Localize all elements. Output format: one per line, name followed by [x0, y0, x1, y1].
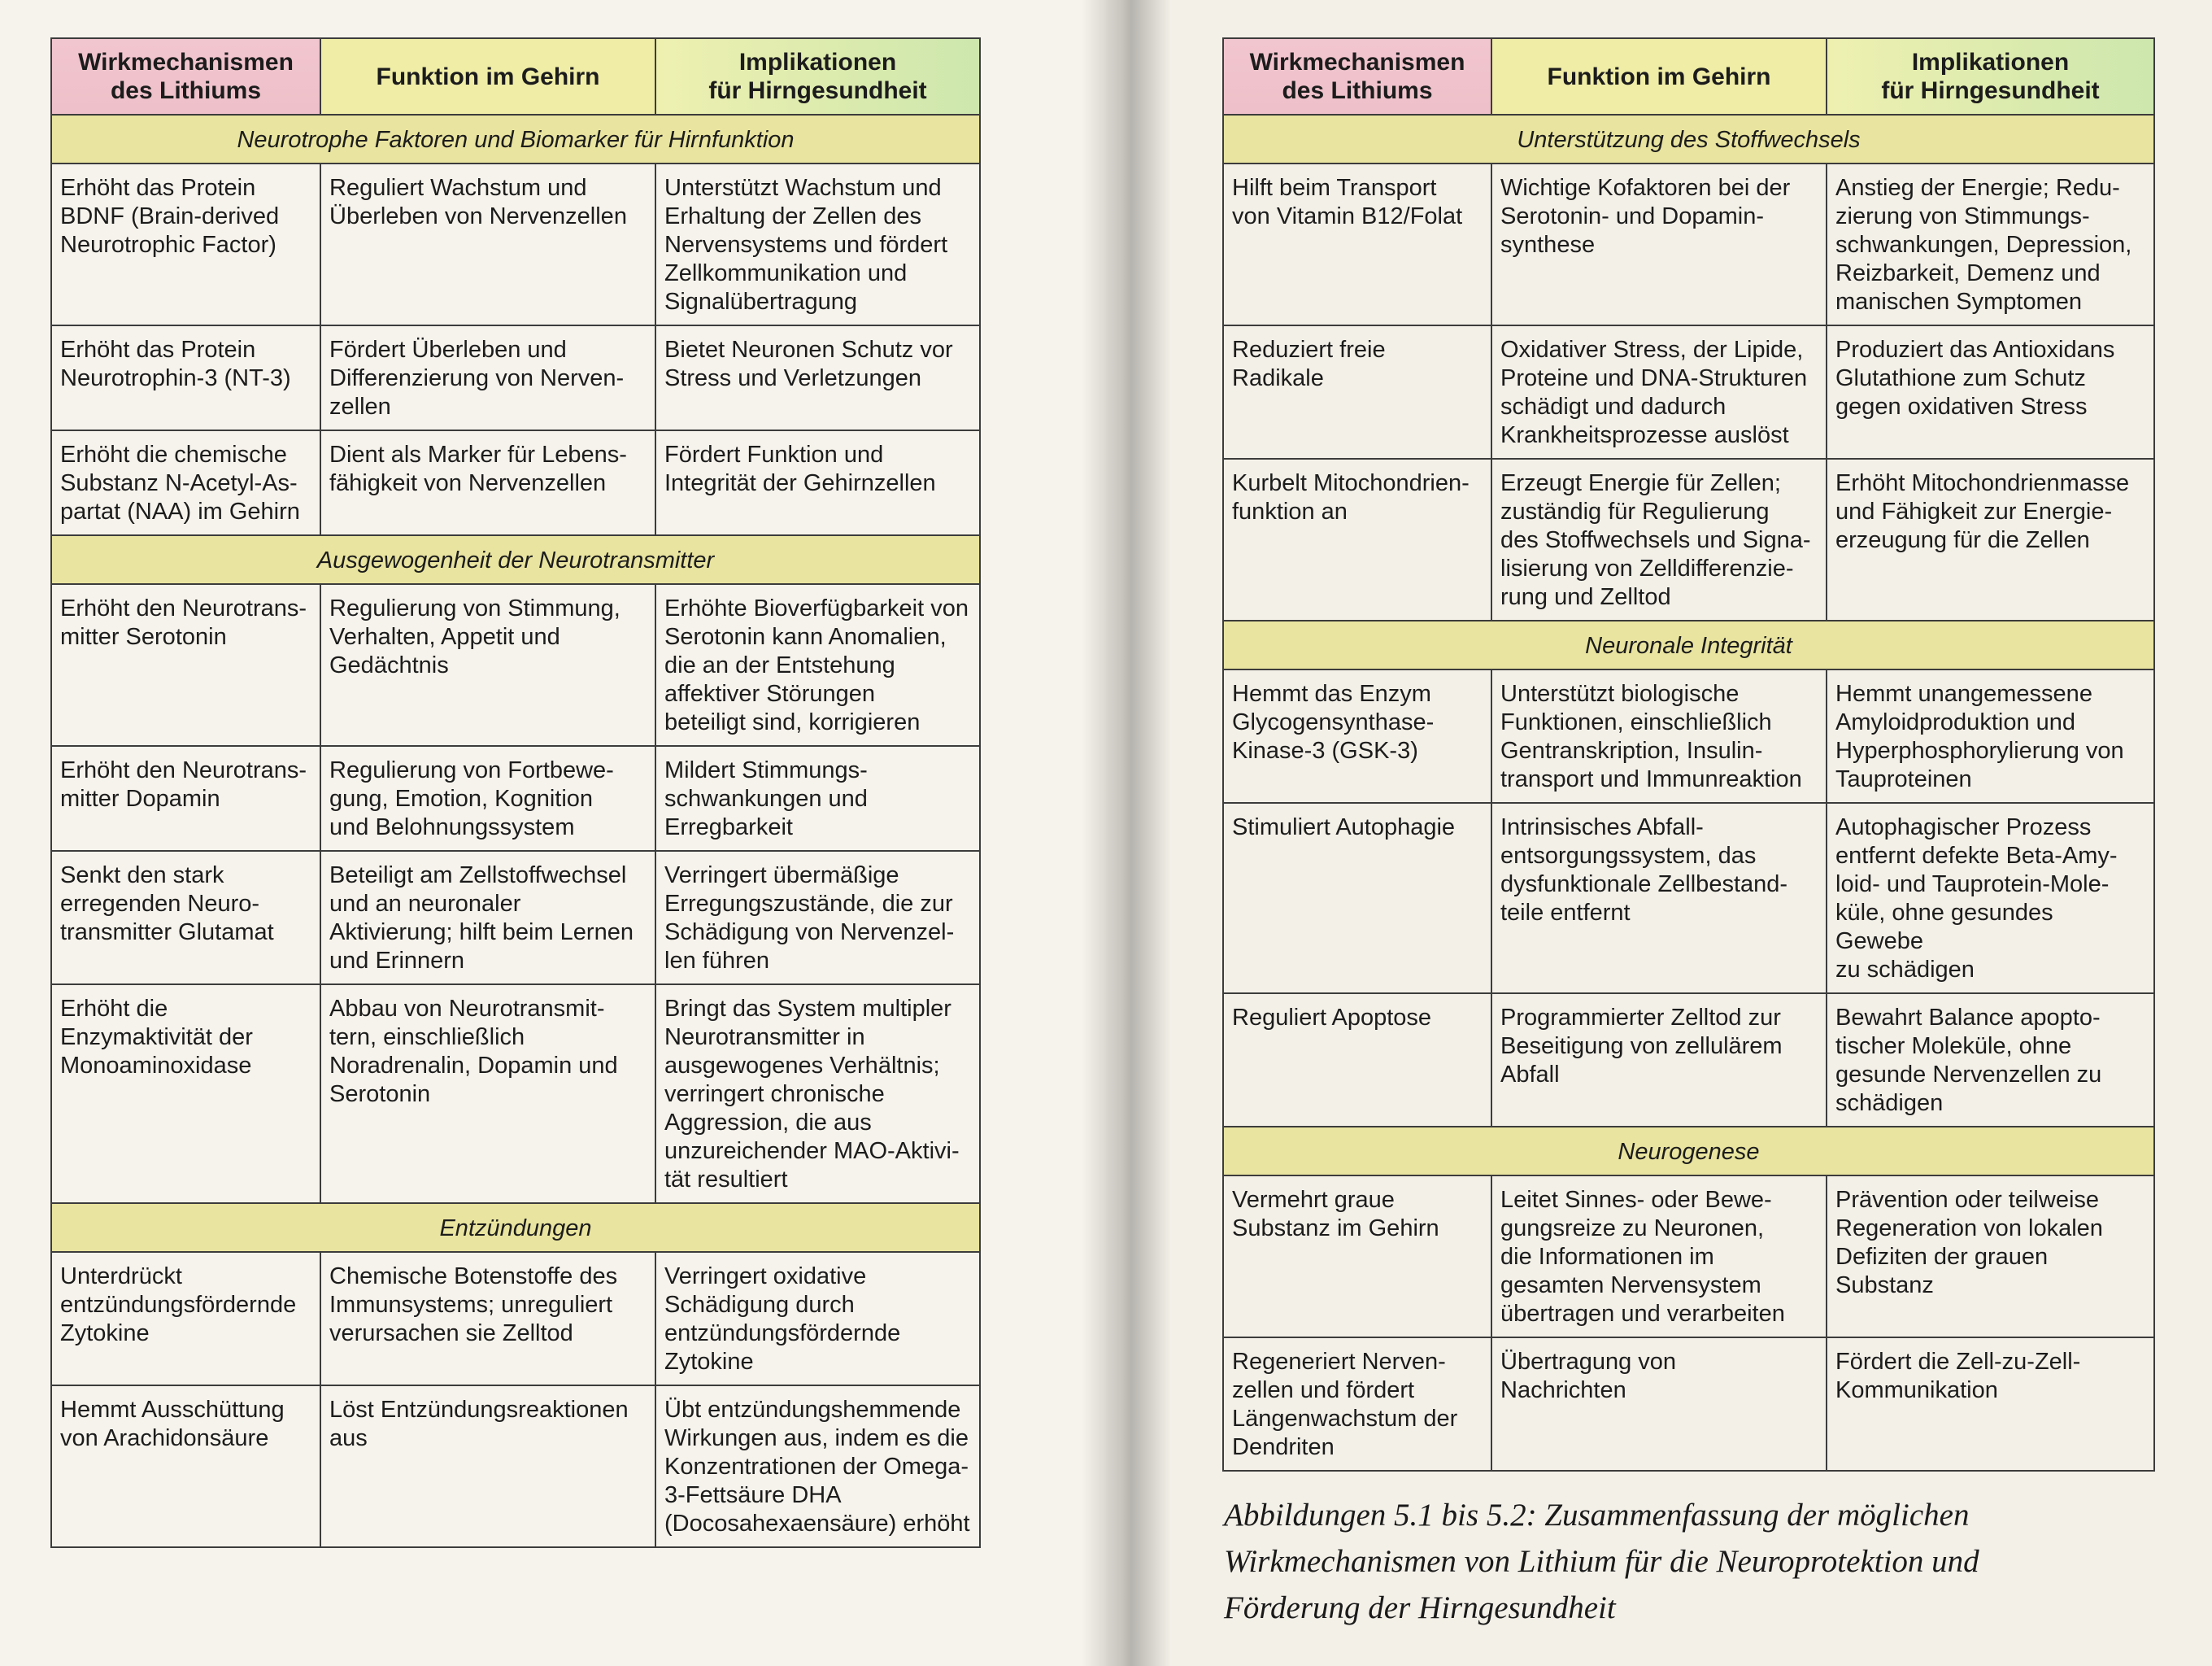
cell-mechanism: Senkt den stark erregenden Neuro- transmitter Glutamat	[51, 851, 320, 984]
cell-mechanism: Reguliert Apoptose	[1223, 993, 1491, 1127]
table-row	[51, 1385, 980, 1547]
section-header	[51, 535, 980, 584]
cell-implication: Prävention oder teilweise Regeneration von lokalen Defiziten der grauen Substanz	[1827, 1175, 2154, 1337]
cell-function: Intrinsisches Abfall- entsorgungssystem, das dysfunktionale Zellbestand- teile entfernt	[1491, 803, 1827, 993]
table-row	[1223, 1175, 2154, 1337]
section-header	[51, 115, 980, 164]
cell-mechanism: Unterdrückt entzündungsfördernde Zytokine	[51, 1252, 320, 1385]
caption-line: Abbildungen 5.1 bis 5.2: Zusammenfassung der möglichen	[1224, 1498, 1970, 1533]
cell-implication: Fördert Funktion und Integrität der Gehirnzellen	[655, 430, 980, 535]
section-title: Unterstützung des Stoffwechsels	[1223, 115, 2154, 164]
table-row	[51, 430, 980, 535]
cell-function: Reguliert Wachstum und Überleben von Nervenzellen	[320, 164, 655, 325]
table-row	[51, 325, 980, 430]
cell-implication: Übt entzündungshemmende Wirkungen aus, indem es die Konzentrationen der Omega- 3-Fettsäure DHA (Docosahexaensäure) erhöht	[655, 1385, 980, 1547]
cell-implication: Produziert das Antioxidans Glutathione zum Schutz gegen oxidativen Stress	[1827, 325, 2154, 459]
cell-implication: Verringert übermäßige Erregungszustände, die zur Schädigung von Nervenzel- len führen	[655, 851, 980, 984]
cell-function: Regulierung von Fortbewe- gung, Emotion, Kognition und Belohnungssystem	[320, 746, 655, 851]
cell-implication: Bietet Neuronen Schutz vor Stress und Verletzungen	[655, 325, 980, 430]
cell-function: Regulierung von Stimmung, Verhalten, Appetit und Gedächtnis	[320, 584, 655, 746]
cell-implication: Mildert Stimmungs- schwankungen und Erregbarkeit	[655, 746, 980, 851]
cell-mechanism: Erhöht die chemische Substanz N-Acetyl-As- partat (NAA) im Gehirn	[51, 430, 320, 535]
section-title: Neuronale Integrität	[1223, 621, 2154, 669]
table-row	[1223, 164, 2154, 325]
cell-implication: Autophagischer Prozess entfernt defekte Beta-Amy- loid- und Tauprotein-Mole- küle, ohne gesundes Gewebe zu schädigen	[1827, 803, 2154, 993]
cell-function: Dient als Marker für Lebens- fähigkeit von Nervenzellen	[320, 430, 655, 535]
header-implications: Implikationen für Hirngesundheit	[655, 38, 980, 115]
cell-mechanism: Erhöht das Protein BDNF (Brain-derived Neurotrophic Factor)	[51, 164, 320, 325]
header-mechanism: Wirkmechanismen des Lithiums	[1223, 38, 1491, 115]
cell-mechanism: Regeneriert Nerven- zellen und fördert Längenwachstum der Dendriten	[1223, 1337, 1491, 1471]
table-row	[1223, 459, 2154, 621]
cell-mechanism: Erhöht das Protein Neurotrophin-3 (NT-3)	[51, 325, 320, 430]
table-row	[51, 746, 980, 851]
table-row	[1223, 803, 2154, 993]
cell-mechanism: Hemmt das Enzym Glycogensynthase- Kinase-3 (GSK-3)	[1223, 669, 1491, 803]
cell-mechanism: Erhöht die Enzymaktivität der Monoaminoxidase	[51, 984, 320, 1203]
table-row	[51, 851, 980, 984]
table-row	[1223, 325, 2154, 459]
table-row	[1223, 993, 2154, 1127]
lithium-table-left	[50, 37, 981, 1548]
header-mechanism: Wirkmechanismen des Lithiums	[51, 38, 320, 115]
caption-line: Förderung der Hirngesundheit	[1224, 1590, 1616, 1625]
cell-implication: Erhöht Mitochondrienmasse und Fähigkeit zur Energie- erzeugung für die Zellen	[1827, 459, 2154, 621]
cell-mechanism: Reduziert freie Radikale	[1223, 325, 1491, 459]
table-row	[1223, 1337, 2154, 1471]
section-header	[51, 1203, 980, 1252]
cell-implication: Bewahrt Balance apopto- tischer Moleküle, ohne gesunde Nervenzellen zu schädigen	[1827, 993, 2154, 1127]
figure-caption	[1224, 1492, 2167, 1631]
cell-function: Abbau von Neurotransmit- tern, einschließlich Noradrenalin, Dopamin und Serotonin	[320, 984, 655, 1203]
cell-implication: Fördert die Zell-zu-Zell- Kommunikation	[1827, 1337, 2154, 1471]
cell-implication: Verringert oxidative Schädigung durch entzündungsfördernde Zytokine	[655, 1252, 980, 1385]
section-header	[1223, 115, 2154, 164]
cell-mechanism: Hemmt Ausschüttung von Arachidonsäure	[51, 1385, 320, 1547]
table-header-row	[1223, 38, 2154, 115]
caption-line: Wirkmechanismen von Lithium für die Neuroprotektion und	[1224, 1544, 1979, 1579]
cell-mechanism: Vermehrt graue Substanz im Gehirn	[1223, 1175, 1491, 1337]
header-function: Funktion im Gehirn	[320, 38, 655, 115]
lithium-table-right	[1222, 37, 2155, 1472]
table-row	[51, 984, 980, 1203]
cell-function: Chemische Botenstoffe des Immunsystems; unreguliert verursachen sie Zelltod	[320, 1252, 655, 1385]
cell-function: Unterstützt biologische Funktionen, einschließlich Gentranskription, Insulin- transport und Immunreaktion	[1491, 669, 1827, 803]
cell-mechanism: Kurbelt Mitochondrien- funktion an	[1223, 459, 1491, 621]
book-gutter	[1082, 0, 1171, 1666]
cell-function: Programmierter Zelltod zur Beseitigung von zellulärem Abfall	[1491, 993, 1827, 1127]
header-function: Funktion im Gehirn	[1491, 38, 1827, 115]
header-implications: Implikationen für Hirngesundheit	[1827, 38, 2154, 115]
section-title: Entzündungen	[51, 1203, 980, 1252]
cell-implication: Anstieg der Energie; Redu- zierung von Stimmungs- schwankungen, Depression, Reizbarkeit, Demenz und manischen Symptomen	[1827, 164, 2154, 325]
section-title: Ausgewogenheit der Neurotransmitter	[51, 535, 980, 584]
cell-function: Fördert Überleben und Differenzierung von Nerven- zellen	[320, 325, 655, 430]
section-title: Neurogenese	[1223, 1127, 2154, 1175]
cell-mechanism: Erhöht den Neurotrans- mitter Serotonin	[51, 584, 320, 746]
cell-function: Löst Entzündungsreaktionen aus	[320, 1385, 655, 1547]
cell-function: Wichtige Kofaktoren bei der Serotonin- und Dopamin- synthese	[1491, 164, 1827, 325]
table-header-row	[51, 38, 980, 115]
cell-mechanism: Stimuliert Autophagie	[1223, 803, 1491, 993]
section-header	[1223, 1127, 2154, 1175]
cell-implication: Hemmt unangemessene Amyloidproduktion und Hyperphosphorylierung von Tauproteinen	[1827, 669, 2154, 803]
cell-function: Oxidativer Stress, der Lipide, Proteine und DNA-Strukturen schädigt und dadurch Krankheitsprozesse auslöst	[1491, 325, 1827, 459]
cell-function: Leitet Sinnes- oder Bewe- gungsreize zu Neuronen, die Informationen im gesamten Nervensystem übertragen und verarbeiten	[1491, 1175, 1827, 1337]
table-row	[51, 584, 980, 746]
cell-function: Erzeugt Energie für Zellen; zuständig für Regulierung des Stoffwechsels und Signa- lisierung von Zelldifferenzie- rung und Zelltod	[1491, 459, 1827, 621]
cell-function: Beteiligt am Zellstoffwechsel und an neuronaler Aktivierung; hilft beim Lernen und Erinnern	[320, 851, 655, 984]
cell-function: Übertragung von Nachrichten	[1491, 1337, 1827, 1471]
cell-implication: Unterstützt Wachstum und Erhaltung der Zellen des Nervensystems und fördert Zellkommunikation und Signalübertragung	[655, 164, 980, 325]
cell-mechanism: Erhöht den Neurotrans- mitter Dopamin	[51, 746, 320, 851]
cell-implication: Erhöhte Bioverfügbarkeit von Serotonin kann Anomalien, die an der Entstehung affektiver Störungen beteiligt sind, korrigieren	[655, 584, 980, 746]
cell-mechanism: Hilft beim Transport von Vitamin B12/Folat	[1223, 164, 1491, 325]
section-header	[1223, 621, 2154, 669]
table-row	[51, 1252, 980, 1385]
table-row	[1223, 669, 2154, 803]
table-row	[51, 164, 980, 325]
section-title: Neurotrophe Faktoren und Biomarker für Hirnfunktion	[51, 115, 980, 164]
cell-implication: Bringt das System multipler Neurotransmitter in ausgewogenes Verhältnis; verringert chronische Aggression, die aus unzureichender MAO-Aktivi- tät resultiert	[655, 984, 980, 1203]
